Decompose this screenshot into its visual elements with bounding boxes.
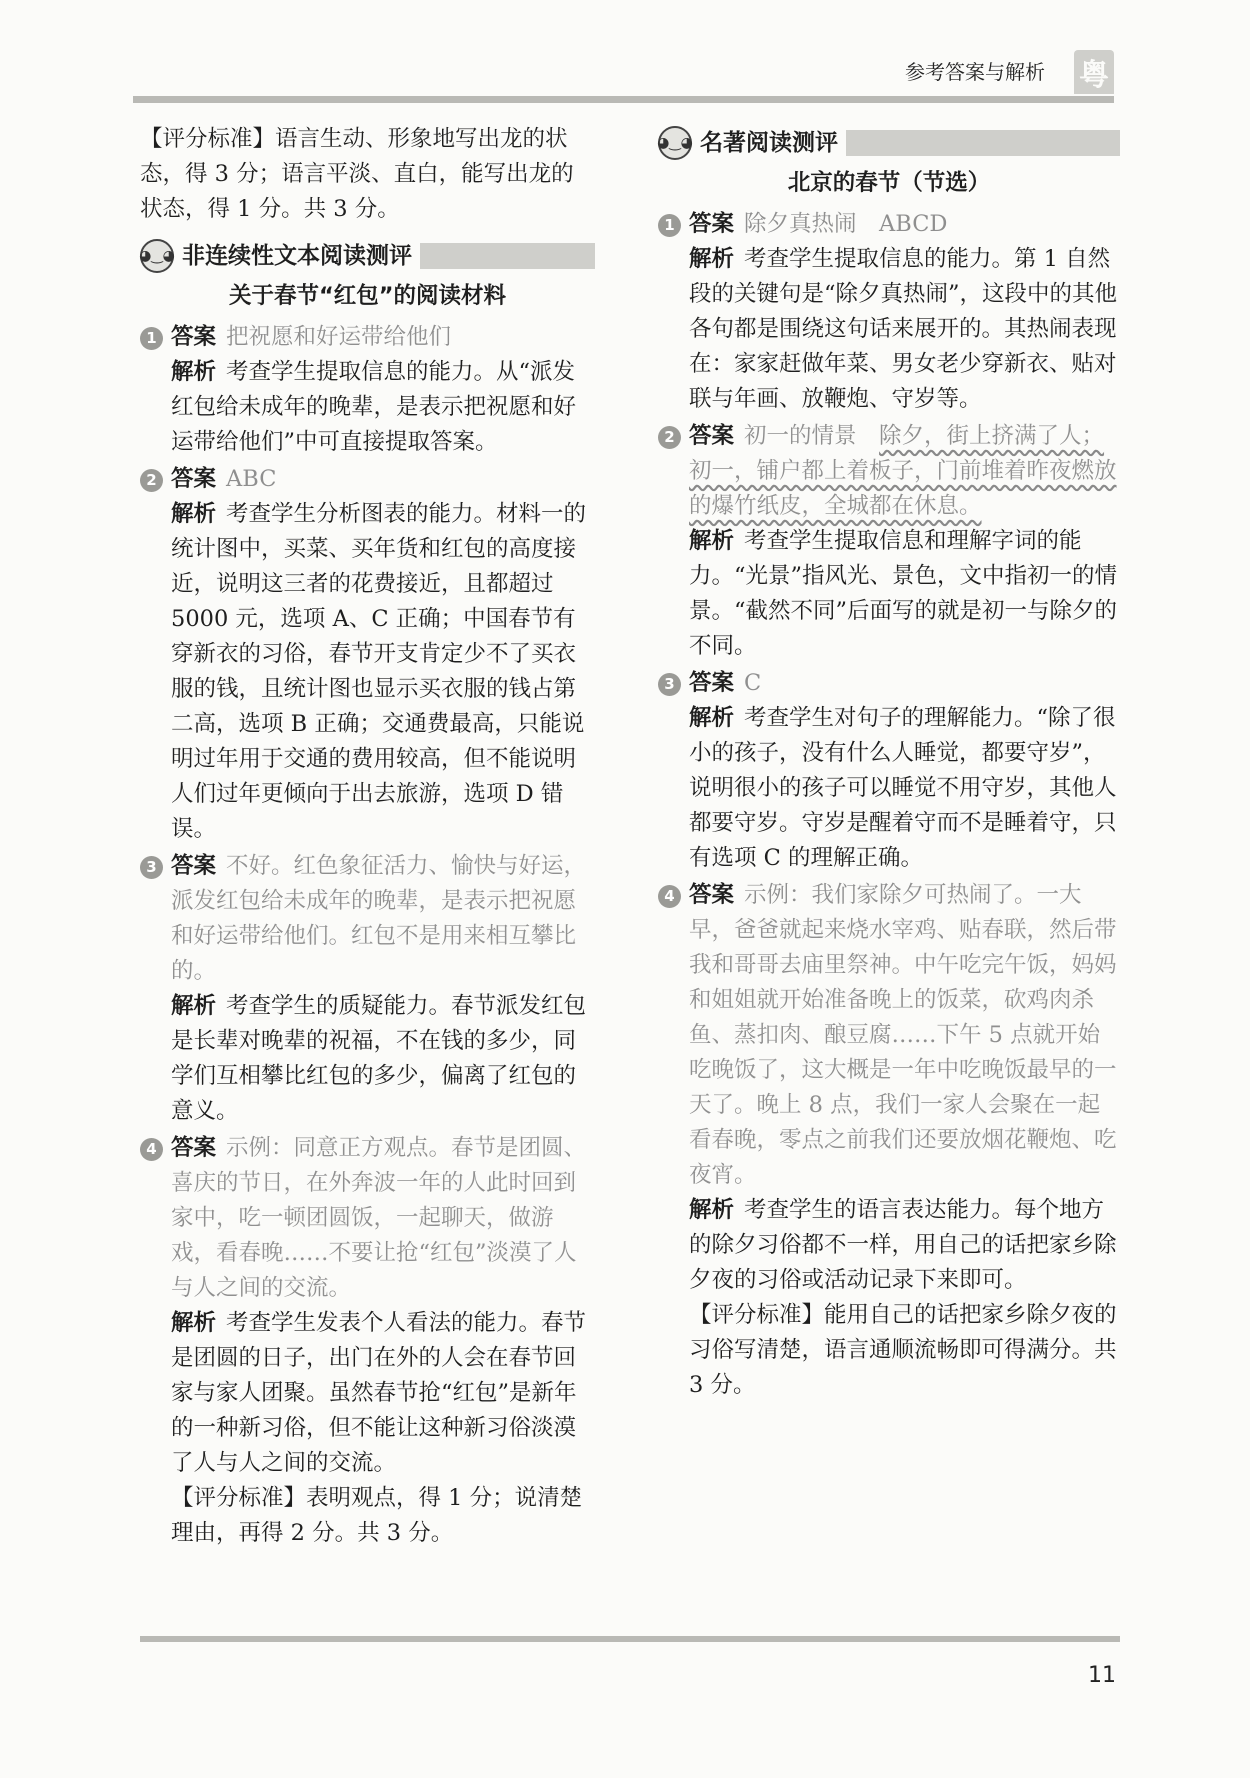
question-item [658, 419, 1120, 664]
question-item [658, 207, 1120, 417]
section-header-classics [658, 122, 1120, 164]
analysis-text: 考查学生分析图表的能力。材料一的统计图中，买菜、买年货和红包的高度接近，说明这三者的花费接近，且都超过 5000 元，选项 A、C 正确；中国春节有穿新衣的习俗，春节开支肯定少不了买衣服的钱，且统计图也显示买衣服的钱占第二高，选项 B 正确；交通费最高，只能说明过年用于交通的费用较高，但不能说明人们过年更倾向于出去旅游，选项 D 错误。 [171, 501, 587, 842]
material-title: 北京的春节（节选） [787, 170, 991, 196]
question-number: 1 [140, 327, 163, 350]
question-item [140, 1131, 595, 1551]
header-seal: 粤 [1074, 50, 1114, 94]
analysis-text: 考查学生提取信息的能力。第 1 自然段的关键句是“除夕真热闹”，这段中的其他各句都是围绕这句话来展开的。其热闹表现在：家家赶做年菜、男女老少穿新衣、贴对联与年画、放鞭炮、守岁等。 [689, 246, 1118, 412]
answer-label: 答案 [171, 853, 217, 879]
header-rule [133, 96, 1114, 103]
section-header-nonlinear [140, 235, 595, 277]
analysis-label: 解析 [171, 501, 217, 527]
scoring-criteria: 【评分标准】表明观点，得 1 分；说清楚理由，再得 2 分。共 3 分。 [171, 1485, 583, 1546]
analysis-text: 考查学生对句子的理解能力。“除了很小的孩子，没有什么人睡觉，都要守岁”，说明很小的孩子可以睡觉不用守岁，其他人都要守岁。守岁是醒着守而不是睡着守，只有选项 C 的理解正确。 [689, 705, 1117, 871]
scoring-criteria: 【评分标准】能用自己的话把家乡除夕夜的习俗写清楚，语言通顺流畅即可得满分。共 3 分。 [689, 1302, 1117, 1398]
question-number: 3 [140, 856, 163, 879]
answer-text: 示例：同意正方观点。春节是团圆、喜庆的节日，在外奔波一年的人此时回到家中，吃一顿团圆饭，一起聊天，做游戏，看春晚……不要让抢“红包”淡漠了人与人之间的交流。 [171, 1135, 587, 1301]
answer-label: 答案 [171, 466, 217, 492]
analysis-label: 解析 [171, 359, 217, 385]
answer-label: 答案 [689, 882, 735, 908]
analysis-text: 考查学生发表个人看法的能力。春节是团圆的日子，出门在外的人会在春节回家与家人团聚。虽然春节抢“红包”是新年的一种新习俗，但不能让这种新习俗淡漠了人与人之间的交流。 [171, 1310, 587, 1476]
analysis-label: 解析 [689, 1197, 735, 1223]
footer-rule [140, 1636, 1120, 1642]
answer-text: C [744, 670, 762, 696]
right-column [658, 122, 1120, 1403]
analysis-text: 考查学生的语言表达能力。每个地方的除夕习俗都不一样，用自己的话把家乡除夕夜的习俗或活动记录下来即可。 [689, 1197, 1117, 1293]
analysis-text: 考查学生提取信息和理解字词的能力。“光景”指风光、景色，文中指初一的情景。“截然不同”后面写的就是初一与除夕的不同。 [689, 528, 1118, 659]
answer-text: 不好。红色象征活力、愉快与好运，派发红包给未成年的晚辈，是表示把祝愿和好运带给他们。红包不是用来相互攀比的。 [171, 853, 587, 984]
question-number: 2 [658, 426, 681, 449]
analysis-text: 考查学生的质疑能力。春节派发红包是长辈对晚辈的祝福，不在钱的多少，同学们互相攀比红包的多少，偏离了红包的意义。 [171, 993, 587, 1124]
question-number: 1 [658, 214, 681, 237]
section-title: 非连续性文本阅读测评 [182, 242, 412, 269]
header-title: 参考答案与解析 [905, 60, 1045, 84]
answer-label: 答案 [171, 1135, 217, 1161]
analysis-label: 解析 [171, 1310, 217, 1336]
question-item [140, 320, 595, 460]
question-number: 2 [140, 469, 163, 492]
analysis-label: 解析 [171, 993, 217, 1019]
question-number: 4 [658, 885, 681, 908]
answer-text: 把祝愿和好运带给他们 [226, 324, 452, 350]
reading-face-icon: ◕‿◕ [140, 239, 174, 273]
question-item [658, 878, 1120, 1403]
question-number: 4 [140, 1138, 163, 1161]
answer-text: 初一的情景 [744, 423, 880, 449]
section-title: 名著阅读测评 [700, 129, 838, 156]
analysis-label: 解析 [689, 705, 735, 731]
answer-label: 答案 [689, 211, 735, 237]
analysis-label: 解析 [689, 246, 735, 272]
left-column [140, 122, 595, 1551]
question-item [140, 462, 595, 847]
answer-text: 示例：我们家除夕可热闹了。一大早，爸爸就起来烧水宰鸡、贴春联，然后带我和哥哥去庙里祭神。中午吃完午饭，妈妈和姐姐就开始准备晚上的饭菜，砍鸡肉杀鱼、蒸扣肉、酿豆腐……下午 5 点就开始吃晚饭了，这大概是一年中吃晚饭最早的一天了。晚上 8 点，我们一家人会聚在一起看春晚，零点之前我们还要放烟花鞭炮、吃夜宵。 [689, 882, 1117, 1188]
answer-label: 答案 [171, 324, 217, 350]
section-bar [846, 130, 1120, 156]
analysis-text: 考查学生提取信息的能力。从“派发红包给未成年的晚辈，是表示把祝愿和好运带给他们”中可直接提取答案。 [171, 359, 577, 455]
question-item [658, 666, 1120, 876]
section-bar [420, 243, 595, 269]
question-number: 3 [658, 673, 681, 696]
reading-face-icon: ◕‿◕ [658, 126, 692, 160]
scoring-intro: 【评分标准】语言生动、形象地写出龙的状态，得 3 分；语言平淡、直白，能写出龙的状态，得 1 分。共 3 分。 [140, 126, 574, 222]
answer-label: 答案 [689, 670, 735, 696]
material-title: 关于春节“红包”的阅读材料 [228, 283, 507, 309]
answer-label: 答案 [689, 423, 735, 449]
question-item [140, 849, 595, 1129]
answer-text: 除夕真热闹 ABCD [744, 211, 948, 237]
page-number: 11 [1088, 1663, 1116, 1688]
answer-text: ABC [226, 466, 277, 492]
analysis-label: 解析 [689, 528, 735, 554]
answer-text-underlined: 除夕，街上挤满了人；初一，铺户都上着板子，门前堆着昨夜燃放的爆竹纸皮，全城都在休息。 [689, 423, 1117, 519]
